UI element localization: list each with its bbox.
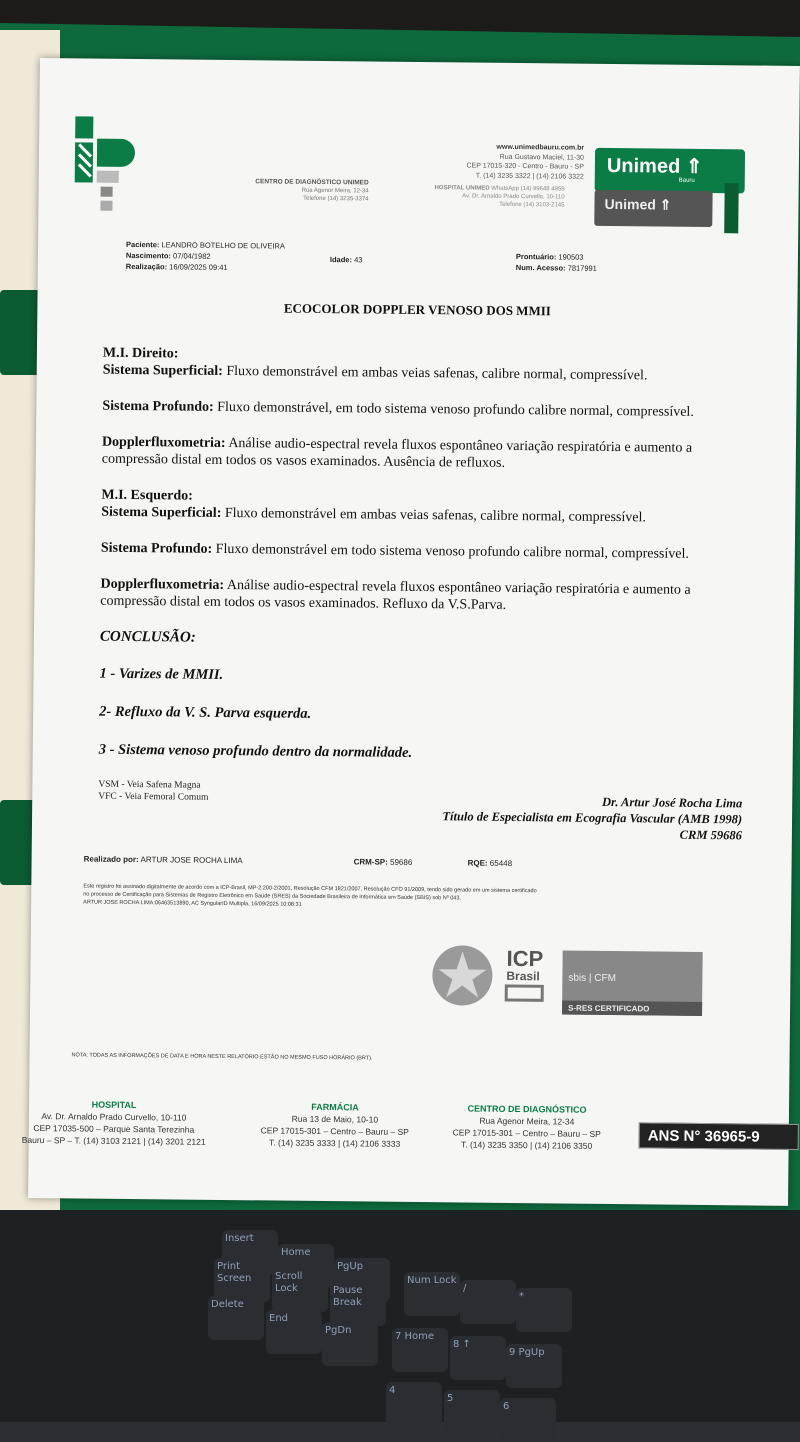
performed-by [84, 855, 243, 866]
patient-name: LEANDRO BOTELHO DE OLIVEIRA [161, 240, 285, 251]
footer-line: CEP 17015-301 – Centro – Bauru – SP [452, 1127, 601, 1139]
record-info [516, 251, 597, 274]
footer-line: Rua 13 de Maio, 10-10 [291, 1113, 379, 1125]
footer-line: Bauru – SP – T. (14) 3103 2121 | (14) 3201 2121 [21, 1134, 206, 1147]
crm-value: 59686 [390, 857, 413, 867]
key: * [516, 1288, 572, 1332]
key: End [266, 1310, 322, 1354]
record-label: Prontuário: [515, 251, 557, 262]
key: Delete [208, 1296, 264, 1340]
icp-country: Brasil [506, 968, 540, 984]
hospital-name: HOSPITAL UNIMED [434, 185, 490, 192]
right-leg-heading: M.I. Direito: [102, 345, 179, 362]
center-phone: Telefone (14) 3235-3374 [303, 195, 369, 203]
hospital-phone: Telefone (14) 3103-2145 [499, 201, 565, 209]
unimed-brand-badge-small: Unimed ⇑ [594, 190, 712, 227]
patient-info [126, 239, 285, 274]
sres-text: S-RES CERTIFICADO [568, 1003, 650, 1014]
right-superficial-label: Sistema Superficial: [102, 362, 223, 379]
footer-diagnostic-title: CENTRO DE DIAGNÓSTICO [467, 1103, 587, 1115]
key: PgDn [322, 1322, 378, 1366]
key: / [460, 1280, 516, 1324]
key: Scroll Lock [272, 1268, 328, 1312]
rqe-value: 65448 [489, 858, 513, 868]
left-doppler-label: Dopplerfluxometria: [100, 576, 225, 593]
doctor-name: Dr. Artur José Rocha Lima [601, 794, 743, 811]
exam-date: 16/09/2025 09:41 [169, 262, 228, 272]
footer-diagnostic-center [427, 1102, 627, 1152]
footer-pharmacy [235, 1100, 435, 1150]
legal-line: no processo de Certificação para Sistemas de Registro Eletrônico em Saúde (SRES) da Sociedade Brasileira de Informática em Saúde (SBIS) sob Nº 043. [83, 891, 461, 902]
report-title: ECOCOLOR DOPPLER VENOSO DOS MMII [283, 300, 551, 319]
left-deep-label: Sistema Profundo: [100, 540, 213, 557]
footer-pharmacy-title: FARMÁCIA [311, 1101, 359, 1113]
right-superficial-text: Fluxo demonstrável em ambas veias safenas, calibre normal, compressível. [222, 363, 648, 384]
birth-label: Nascimento: [125, 250, 171, 261]
key: Print Screen [214, 1258, 270, 1302]
key: 4 [386, 1382, 442, 1426]
center-name: CENTRO DE DIAGNÓSTICO UNIMED [255, 178, 369, 187]
key: Pause Break [330, 1282, 386, 1326]
footer-line: Av. Dr. Arnaldo Prado Curvello, 10-110 [41, 1111, 187, 1123]
exam-date-label: Realização: [125, 261, 168, 272]
key: 7 Home [392, 1328, 448, 1372]
key: 6 [500, 1398, 556, 1442]
access-label: Num. Acesso: [515, 262, 566, 273]
right-doppler-label: Dopplerfluxometria: [101, 434, 226, 451]
footer-line: CEP 17035-500 – Parque Santa Terezinha [33, 1122, 195, 1135]
age-value: 43 [354, 255, 363, 265]
crm-info [354, 857, 413, 867]
key: 8 ↑ [450, 1336, 506, 1380]
record-number: 190503 [558, 252, 584, 262]
age-label: Idade: [329, 255, 353, 265]
unimed-logo-icon [70, 108, 135, 219]
footer-hospital [0, 1098, 229, 1148]
icp-logo: ICP [506, 945, 544, 972]
left-leg-heading: M.I. Esquerdo: [101, 487, 193, 504]
keyboard [0, 1210, 800, 1422]
crm-label: CRM-SP: [353, 857, 388, 867]
website: www.unimedbauru.com.br [496, 143, 585, 152]
age [330, 255, 363, 264]
brand-name-small: Unimed [604, 195, 656, 213]
performed-by-label: Realizado por: [83, 854, 139, 865]
performed-by-name: ARTUR JOSE ROCHA LIMA [140, 855, 243, 866]
left-doppler-text: Análise audio-espectral revela fluxos espontâneo variação respiratória e aumento a compressão distal em todos os vasos examinados. Refluxo da V.S.Parva. [100, 577, 691, 613]
footer-line: T. (14) 3235 3350 | (14) 2106 3350 [460, 1139, 593, 1151]
key: 5 [444, 1390, 500, 1434]
whatsapp: WhatsApp (14) 99648 4959 [491, 185, 565, 193]
rqe-label: RQE: [467, 858, 488, 868]
right-deep-text: Fluxo demonstrável, em todo sistema venoso profundo calibre normal, compressível. [213, 399, 694, 420]
abbreviation: VSM - Veia Safena Magna [98, 779, 201, 791]
center-street: Rua Agenor Meira, 12-34 [301, 187, 369, 195]
center-address [219, 178, 369, 204]
conclusion-item: 1 - Varizes de MMII. [99, 665, 224, 683]
patient-name-label: Paciente: [126, 239, 160, 250]
brand-name: Unimed [606, 154, 681, 178]
footer-hospital-title: HOSPITAL [91, 1099, 137, 1111]
hospital-address [374, 184, 564, 210]
timezone-note: NOTA: TODAS AS INFORMAÇÕES DE DATA E HORA NESTE RELATÓRIO ESTÃO NO MESMO FUSO HORÁRIO (BRT). [71, 1052, 373, 1062]
unimed-address [429, 142, 584, 182]
key: Insert [222, 1230, 278, 1274]
birth-date: 07/04/1982 [172, 251, 211, 261]
ans-badge: ANS N° 36965-9 [639, 1122, 799, 1150]
left-superficial-label: Sistema Superficial: [101, 504, 222, 521]
brand-city: Bauru [678, 177, 695, 184]
conclusion-item: 3 - Sistema venoso profundo dentro da normalidade. [98, 741, 413, 761]
conclusion-item: 2- Refluxo da V. S. Parva esquerda. [99, 703, 312, 722]
phones: T. (14) 3235 3322 | (14) 2106 3322 [475, 172, 584, 181]
key: Home [278, 1244, 334, 1288]
abbreviation: VFC - Veia Femoral Comum [98, 791, 209, 803]
unimed-brand-badge: Unimed ⇑ Bauru [595, 148, 745, 194]
conclusion-title: CONCLUSÃO: [99, 628, 196, 646]
doctor-title: Título de Especialista em Ecografia Vascular (AMB 1998) [442, 809, 743, 827]
report-page [21, 58, 800, 1206]
footer-line: Rua Agenor Meira, 12-34 [479, 1115, 575, 1127]
key: Num Lock [404, 1272, 460, 1316]
hospital-street: Av. Dr. Arnaldo Prado Curvello, 10-110 [462, 193, 565, 201]
doctor-crm: CRM 59686 [679, 827, 742, 843]
footer-line: CEP 17015-301 – Centro – Bauru – SP [260, 1125, 409, 1137]
svg-text:sbis | CFM: sbis | CFM [568, 972, 617, 985]
rqe-info [468, 859, 513, 868]
key: PgUp [334, 1258, 390, 1302]
right-deep-label: Sistema Profundo: [102, 398, 214, 415]
key-icon [506, 986, 542, 1000]
footer-line: T. (14) 3235 3333 | (14) 2106 3333 [268, 1137, 401, 1149]
legal-line: Este registro foi assinado digitalmente de acordo com a ICP-Brasil, MP-2.200-2/2001, Resolução CFM 1821/2007, Resolução CFO 91/2009, tendo sido gerado em um sistema certificado [83, 883, 537, 895]
certification-seals [426, 937, 707, 1020]
key: 9 PgUp [506, 1344, 562, 1388]
right-doppler-text: Análise audio-espectral revela fluxos espontâneo variação respiratória e aumento a compressão distal em todos os vasos examinados. Ausência de refluxos. [101, 435, 693, 471]
signature-block [362, 791, 742, 843]
report-body [98, 345, 723, 809]
cep: CEP 17015-320 - Centro - Bauru - SP [466, 162, 584, 171]
street: Rua Gustavo Maciel, 11-30 [499, 153, 585, 162]
left-superficial-text: Fluxo demonstrável em ambas veias safenas, calibre normal, compressível. [221, 505, 646, 526]
left-deep-text: Fluxo demonstrável em todo sistema venoso profundo calibre normal, compressível. [212, 541, 689, 562]
legal-line: ARTUR JOSE ROCHA LIMA:06463513890, AC SyngularID Multipla, 16/09/2025 10:08:31 [83, 899, 302, 908]
access-number: 7817991 [567, 263, 597, 273]
side-strip [724, 183, 739, 233]
digital-signature-notice [83, 882, 723, 913]
